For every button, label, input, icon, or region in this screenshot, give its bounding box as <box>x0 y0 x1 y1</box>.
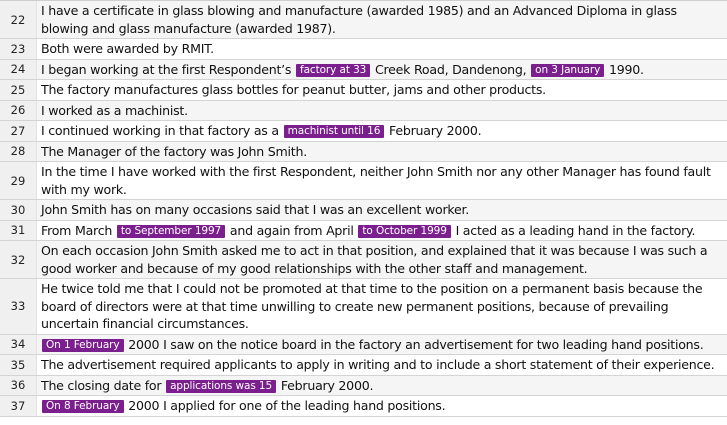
paragraph-row <box>0 279 727 335</box>
paragraph-text <box>37 221 727 241</box>
paragraph-text <box>37 279 727 334</box>
paragraph-row <box>0 1 727 39</box>
text-run: February 2000. <box>385 123 482 138</box>
text-run: The closing date for <box>41 377 166 393</box>
paragraph-row <box>0 376 727 397</box>
paragraph-number: 27 <box>0 121 37 141</box>
paragraph-text <box>37 200 727 220</box>
paragraph-number: 34 <box>0 335 37 355</box>
paragraph-number: 35 <box>0 355 37 375</box>
text-run: On each occasion John Smith asked me to act in that position, and explained that it was because I was such a good worker and because of my good relationships with the other staff and management. <box>41 243 708 276</box>
paragraph-number: 37 <box>0 396 37 416</box>
paragraph-number: 32 <box>0 241 37 278</box>
text-run: I acted as a leading hand in the factory. <box>451 222 696 238</box>
text-run: Creek Road, Dandenong, <box>371 61 531 77</box>
paragraph-text <box>37 162 727 199</box>
text-run: The advertisement required applicants to apply in writing and to include a short statement of their experience. <box>41 357 715 372</box>
text-run: In the time I have worked with the first Respondent, neither John Smith nor any other Manager has found fault with my work. <box>41 164 711 197</box>
paragraph-row <box>0 221 727 242</box>
paragraph-text <box>37 80 727 100</box>
paragraph-row <box>0 396 727 417</box>
text-run: and again from April <box>226 222 358 238</box>
paragraph-text <box>37 142 727 162</box>
text-run: 2000 I applied for one of the leading hand positions. <box>124 398 446 413</box>
highlight-tag[interactable]: factory at 33 <box>296 64 370 77</box>
text-run: 1990. <box>605 61 644 77</box>
text-run: From March <box>41 222 116 238</box>
highlight-tag[interactable]: machinist until 16 <box>284 125 385 138</box>
paragraph-row <box>0 101 727 122</box>
paragraph-number: 33 <box>0 279 37 334</box>
paragraph-text <box>37 376 727 396</box>
highlight-tag[interactable]: On 1 February <box>42 339 124 352</box>
highlight-tag[interactable]: to September 1997 <box>117 225 225 238</box>
text-run: The factory manufactures glass bottles for peanut butter, jams and other products. <box>41 82 546 97</box>
paragraph-text <box>37 60 727 80</box>
paragraph-number: 31 <box>0 221 37 241</box>
text-run: The Manager of the factory was John Smith. <box>41 143 307 159</box>
highlight-tag[interactable]: on 3 January <box>531 64 604 77</box>
paragraph-text <box>37 121 727 141</box>
text-run: I have a certificate in glass blowing and manufacture (awarded 1985) and an Advanced Diploma in glass blowing and glass manufacture (awarded 1987). <box>41 3 677 36</box>
paragraph-text <box>37 355 727 375</box>
paragraph-number: 30 <box>0 200 37 220</box>
text-run: John Smith has on many occasions said that I was an excellent worker. <box>41 202 470 217</box>
highlight-tag[interactable]: applications was 15 <box>166 380 276 393</box>
paragraph-row <box>0 142 727 163</box>
paragraph-text <box>37 241 727 278</box>
paragraph-number: 26 <box>0 101 37 121</box>
text-run: I continued working in that factory as a <box>41 123 283 138</box>
paragraph-row <box>0 355 727 376</box>
paragraph-row <box>0 80 727 101</box>
paragraph-text <box>37 396 727 416</box>
text-run: I began working at the first Respondent’s <box>41 61 295 77</box>
paragraph-row <box>0 60 727 81</box>
paragraph-number: 36 <box>0 376 37 396</box>
paragraph-number: 22 <box>0 1 37 38</box>
text-run: He twice told me that I could not be promoted at that time to the position on a permanent basis because the board of directors were at that time unwilling to create new permanent positions, because of prevailing uncertain financial circumstances. <box>41 281 703 331</box>
text-run: Both were awarded by RMIT. <box>41 41 214 56</box>
text-run: February 2000. <box>277 377 374 393</box>
paragraph-number: 28 <box>0 142 37 162</box>
highlight-tag[interactable]: On 8 February <box>42 400 124 413</box>
paragraph-text <box>37 335 727 355</box>
paragraph-row <box>0 335 727 356</box>
paragraph-row <box>0 162 727 200</box>
paragraph-row <box>0 241 727 279</box>
highlight-tag[interactable]: to October 1999 <box>358 225 450 238</box>
paragraph-number: 23 <box>0 39 37 59</box>
paragraph-number: 24 <box>0 60 37 80</box>
paragraph-row <box>0 121 727 142</box>
paragraph-number: 29 <box>0 162 37 199</box>
text-run: I worked as a machinist. <box>41 102 188 118</box>
paragraph-row <box>0 39 727 60</box>
paragraph-text <box>37 101 727 121</box>
paragraph-row <box>0 200 727 221</box>
text-run: 2000 I saw on the notice board in the factory an advertisement for two leading hand positions. <box>124 336 704 352</box>
paragraph-text <box>37 1 727 38</box>
paragraph-text <box>37 39 727 59</box>
paragraph-number: 25 <box>0 80 37 100</box>
